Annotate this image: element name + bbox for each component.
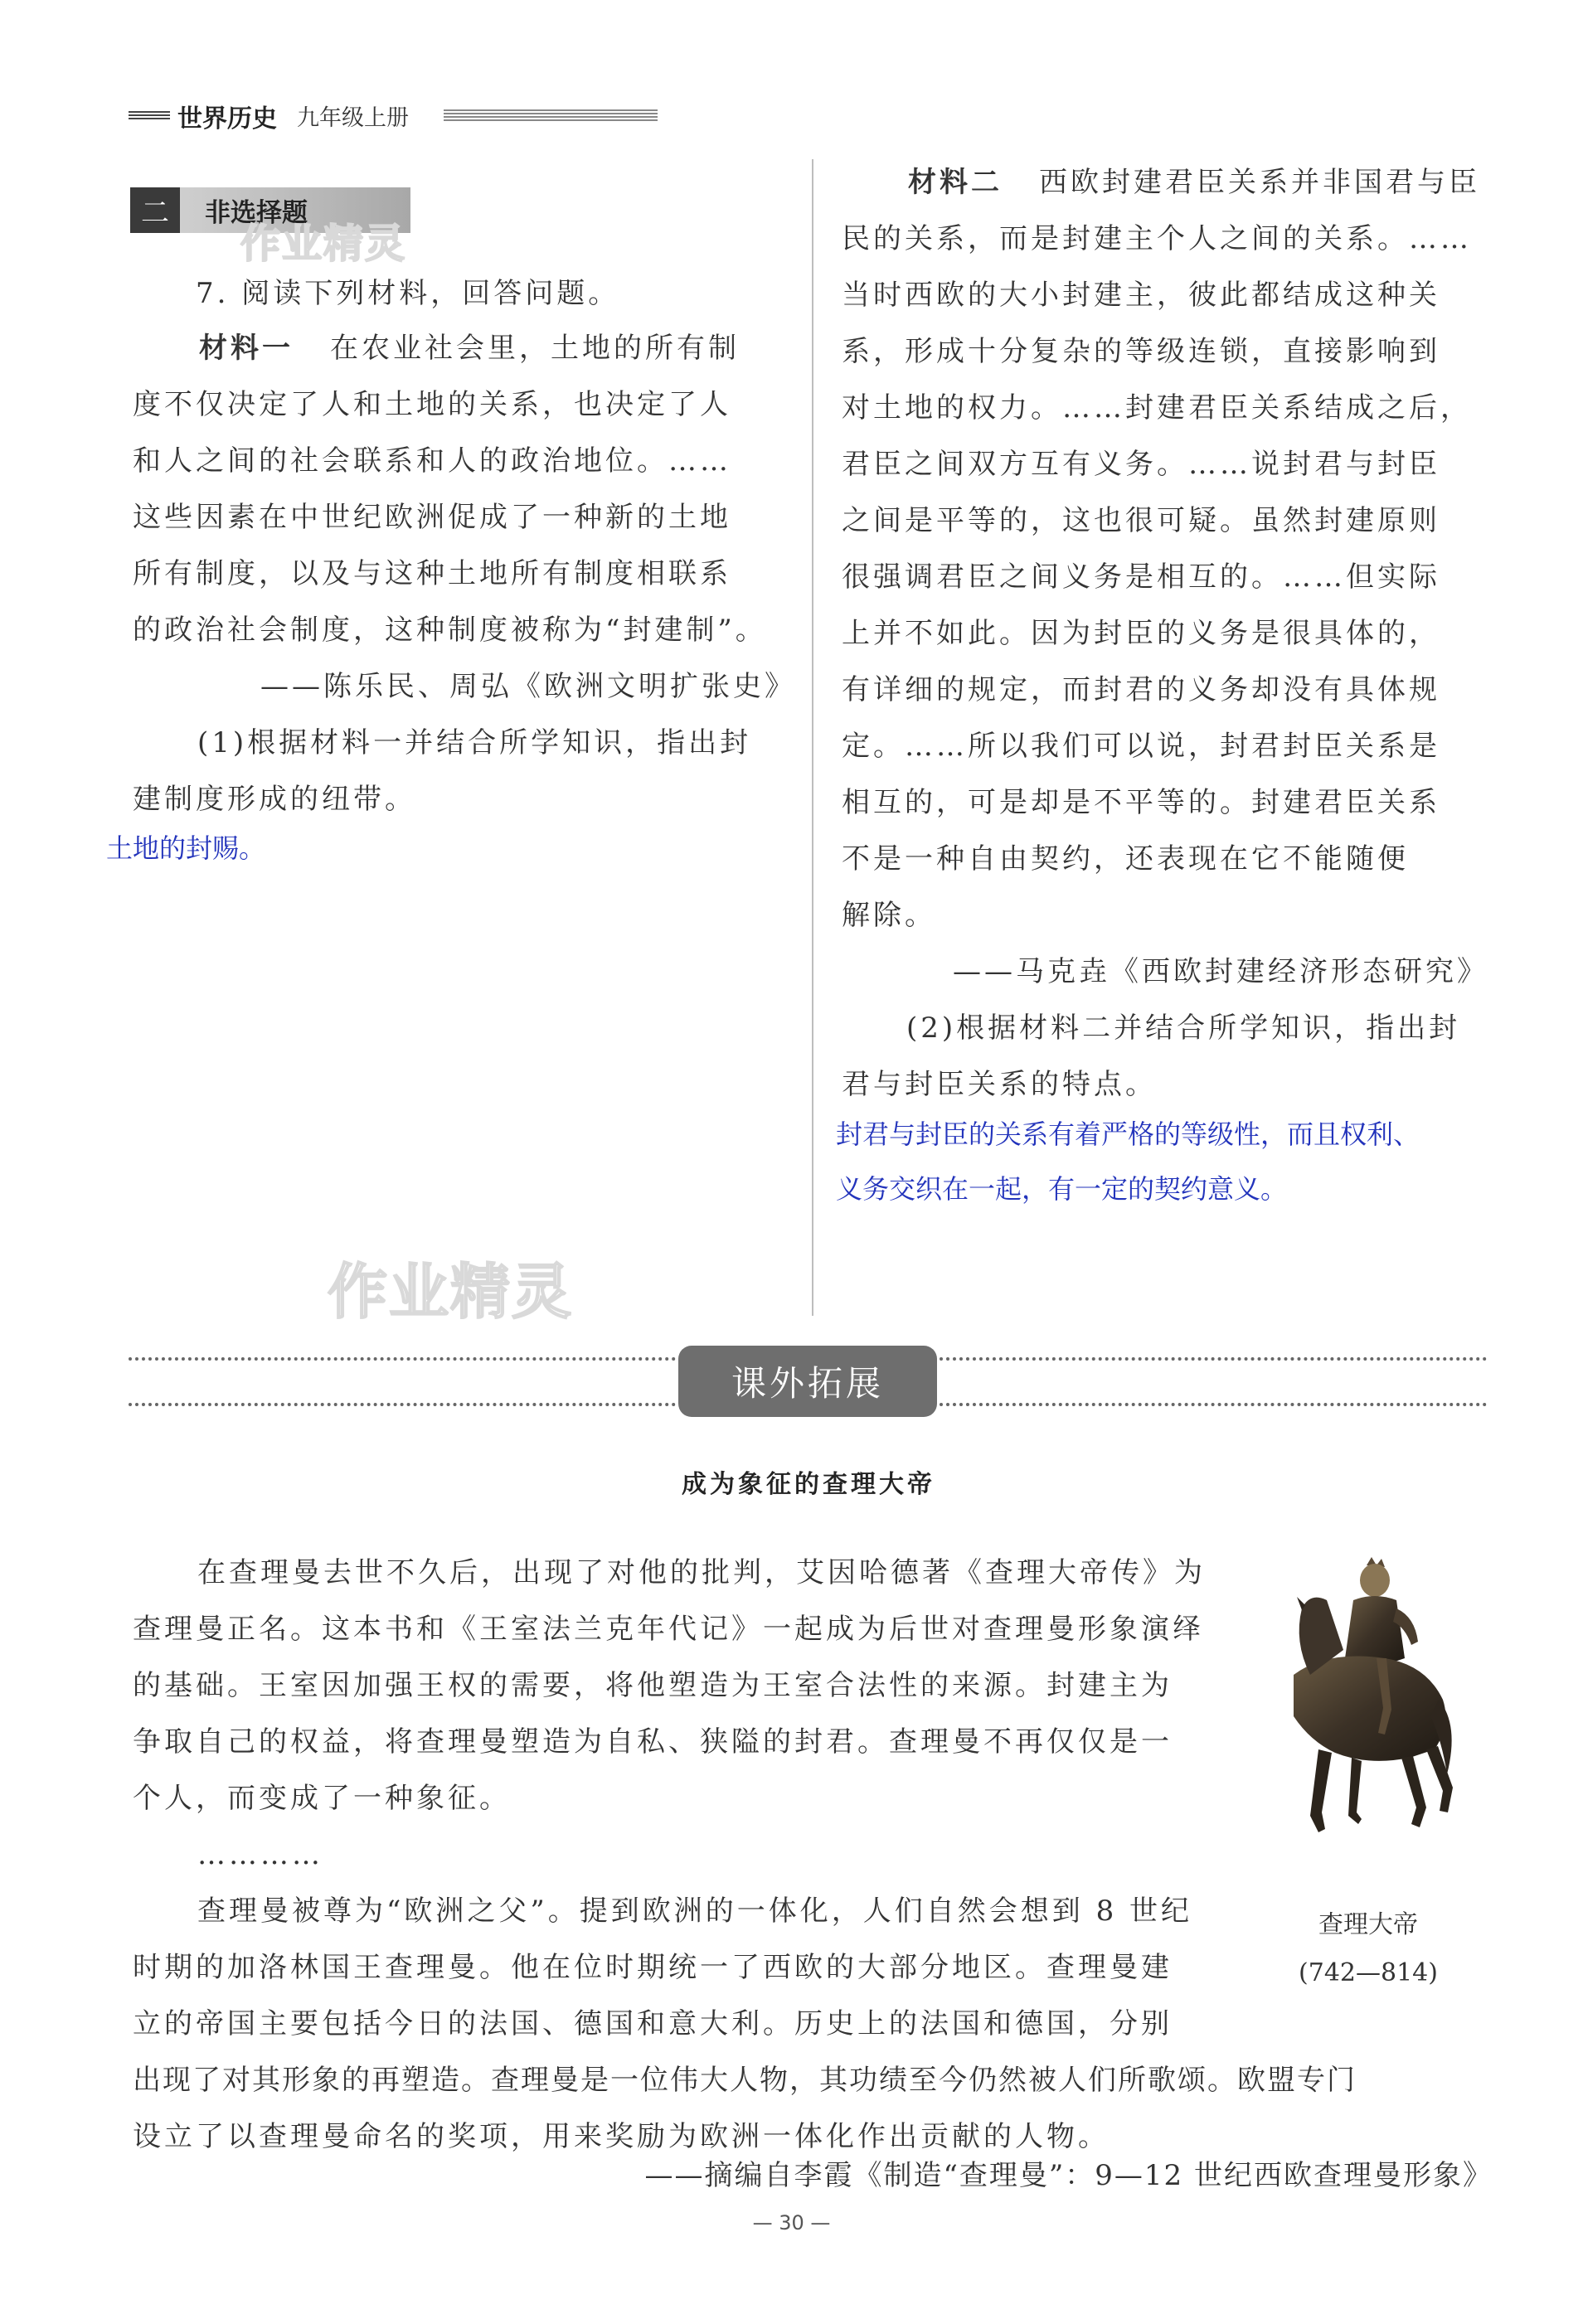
dotted-rule <box>940 1357 1487 1361</box>
article-line: 查理曼被尊为“欧洲之父”。提到欧洲的一体化，人们自然会想到 8 世纪 <box>197 1895 1193 1928</box>
watermark-top: 作业精灵 <box>240 221 407 267</box>
material1-line: 和人之间的社会联系和人的政治地位。…… <box>133 444 731 478</box>
material2-line: 西欧封建君臣关系并非国君与臣 <box>1039 166 1480 199</box>
section-number: 二 <box>130 187 180 233</box>
book-subtitle: 九年级上册 <box>297 105 409 131</box>
material2-line: 之间是平等的，这也很可疑。虽然封建原则 <box>842 504 1440 537</box>
material2-line: 有详细的规定，而封君的义务却没有具体规 <box>842 673 1440 706</box>
material1-line: 度不仅决定了人和土地的关系，也决定了人 <box>133 388 731 421</box>
material2-line: 当时西欧的大小封建主，彼此都结成这种关 <box>842 279 1440 312</box>
image-years: (742—814) <box>1299 1958 1438 1987</box>
header-rule-left <box>129 111 170 121</box>
material2 <box>842 154 1488 1113</box>
header-rule-right <box>444 109 658 123</box>
article-line: 争取自己的权益，将查理曼塑造为自私、狭隘的封君。查理曼不再仅仅是一 <box>133 1725 1173 1759</box>
material2-line: 对土地的权力。……封建君臣关系结成之后， <box>842 391 1472 425</box>
dotted-rule <box>129 1357 676 1361</box>
answer2-line: 义务交织在一起，有一定的契约意义。 <box>836 1174 1288 1204</box>
material2-source: ——马克垚《西欧封建经济形态研究》 <box>953 955 1488 988</box>
material1-label: 材料一 <box>199 332 294 365</box>
material2-line: 定。……所以我们可以说，封君封臣关系是 <box>842 730 1440 763</box>
answer1: 土地的封赐。 <box>106 833 266 863</box>
question-stem: 7. 阅读下列材料，回答问题。 <box>196 277 620 310</box>
article-line: 的基础。王室因加强王权的需要，将他塑造为王室合法性的来源。封建主为 <box>133 1669 1173 1702</box>
article-line: 立的帝国主要包括今日的法国、德国和意大利。历史上的法国和德国，分别 <box>133 2007 1173 2040</box>
column-divider <box>812 159 813 1316</box>
article-source: ——摘编自李霞《制造“查理曼”：9—12 世纪西欧查理曼形象》 <box>644 2159 1493 2192</box>
material2-line: 系，形成十分复杂的等级连锁，直接影响到 <box>842 335 1440 368</box>
article-line: 时期的加洛林国王查理曼。他在位时期统一了西欧的大部分地区。查理曼建 <box>133 1951 1173 1984</box>
answer2-line: 封君与封臣的关系有着严格的等级性，而且权利、 <box>836 1119 1420 1149</box>
article-line: 在查理曼去世不久后，出现了对他的批判，艾因哈德著《查理大帝传》为 <box>197 1556 1206 1589</box>
material1 <box>133 320 796 827</box>
dotted-rule <box>940 1403 1487 1406</box>
watermark-middle: 作业精灵 <box>328 1257 574 1327</box>
question1-line: 建制度形成的纽带。 <box>133 783 416 816</box>
article-line: 个人，而变成了一种象征。 <box>133 1782 511 1815</box>
question2-line: (2)根据材料二并结合所学知识，指出封 <box>906 1012 1461 1045</box>
material1-line: 这些因素在中世纪欧洲促成了一种新的土地 <box>133 501 731 534</box>
book-title: 世界历史 <box>177 104 277 133</box>
material2-line: 君臣之间双方互有义务。……说封君与封臣 <box>842 448 1440 481</box>
material1-line: 在农业社会里，土地的所有制 <box>330 332 740 365</box>
article-line: 查理曼正名。这本书和《王室法兰克年代记》一起成为后世对查理曼形象演绎 <box>133 1613 1204 1646</box>
material1-line: 所有制度，以及与这种土地所有制度相联系 <box>133 557 731 590</box>
article-title: 成为象征的查理大帝 <box>682 1470 935 1499</box>
question1-line: (1)根据材料一并结合所学知识，指出封 <box>197 726 752 759</box>
charlemagne-statue-image <box>1260 1550 1476 1866</box>
material2-line: 很强调君臣之间义务是相互的。……但实际 <box>842 560 1440 594</box>
image-caption: 查理大帝 <box>1318 1910 1418 1939</box>
material2-line: 上并不如此。因为封臣的义务是很具体的， <box>842 617 1440 650</box>
question2-line: 君与封臣关系的特点。 <box>842 1068 1157 1101</box>
extension-banner: 课外拓展 <box>678 1346 937 1417</box>
material1-line: 的政治社会制度，这种制度被称为“封建制”。 <box>133 614 767 647</box>
material2-line: 不是一种自由契约，还表现在它不能随便 <box>842 842 1409 876</box>
material2-line: 民的关系，而是封建主个人之间的关系。…… <box>842 222 1472 255</box>
material2-line: 相互的，可是却是不平等的。封建君臣关系 <box>842 786 1440 819</box>
material2-line: 解除。 <box>842 899 936 932</box>
article-para1 <box>133 1545 1236 1883</box>
article-line: 设立了以查理曼命名的奖项，用来奖励为欧洲一体化作出贡献的人物。 <box>133 2120 1110 2153</box>
article-ellipsis: ………… <box>197 1838 323 1871</box>
article-line: 出现了对其形象的再塑造。查理曼是一位伟大人物，其功绩至今仍然被人们所歌颂。欧盟专门 <box>133 2064 1357 2097</box>
answer2 <box>836 1107 1566 1216</box>
page-number: — 30 — <box>752 2211 831 2234</box>
dotted-rule <box>129 1403 676 1406</box>
section-title: 非选择题 <box>180 187 410 233</box>
material1-source: ——陈乐民、周弘《欧洲文明扩张史》 <box>260 670 796 703</box>
material2-label: 材料二 <box>908 166 1003 199</box>
